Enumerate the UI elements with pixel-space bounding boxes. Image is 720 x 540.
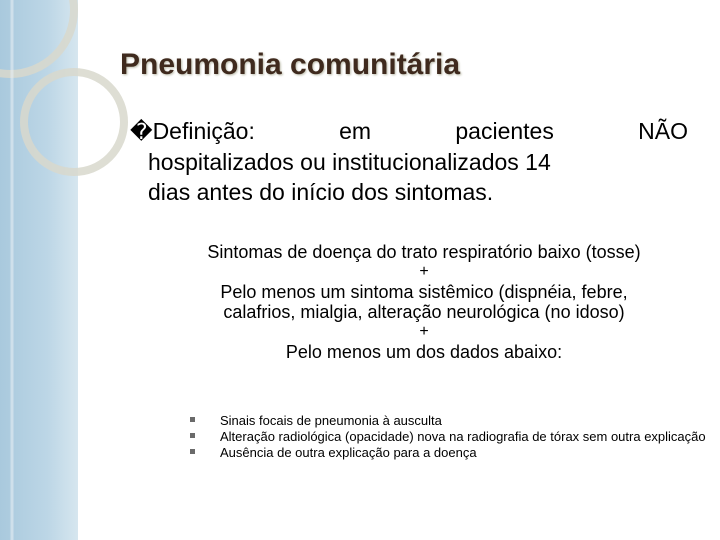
bullet-glyph: � [130, 119, 153, 144]
criteria-line: Pelo menos um dos dados abaixo: [285, 342, 563, 362]
list-item-text: Sinais focais de pneumonia à ausculta [220, 413, 442, 428]
definition-word: em [339, 118, 372, 144]
definition-paragraph [130, 116, 688, 207]
slide-title: Pneumonia comunitária [120, 48, 461, 81]
definition-word: pacientes [455, 118, 554, 144]
criteria-line: Sintomas de doença do trato respiratório baixo (tosse) [207, 242, 641, 262]
square-bullet-icon [190, 449, 195, 454]
definition-line: dias antes do início dos sintomas. [148, 179, 494, 205]
definition-word: NÃO [638, 118, 688, 144]
list-item [190, 430, 720, 443]
list-item-text: Ausência de outra explicação para a doença [220, 445, 477, 460]
square-bullet-icon [190, 433, 195, 438]
left-decorative-band [0, 0, 78, 540]
definition-first-line [130, 116, 688, 147]
criteria-line: calafrios, mialgia, alteração neurológica (no idoso) [223, 302, 625, 322]
list-item [190, 414, 720, 427]
plus-sign: + [419, 263, 429, 280]
criteria-block [150, 242, 698, 362]
list-item [190, 446, 720, 459]
definition-term: Definição: [152, 118, 255, 144]
signs-list [190, 414, 720, 462]
plus-sign: + [419, 323, 429, 340]
definition-term-group [130, 116, 255, 147]
definition-line: hospitalizados ou institucionalizados 14 [148, 149, 551, 175]
criteria-line: Pelo menos um sintoma sistêmico (dispnéia, febre, [220, 282, 628, 302]
square-bullet-icon [190, 417, 195, 422]
list-item-text: Alteração radiológica (opacidade) nova na radiografia de tórax sem outra explicação [220, 429, 706, 444]
